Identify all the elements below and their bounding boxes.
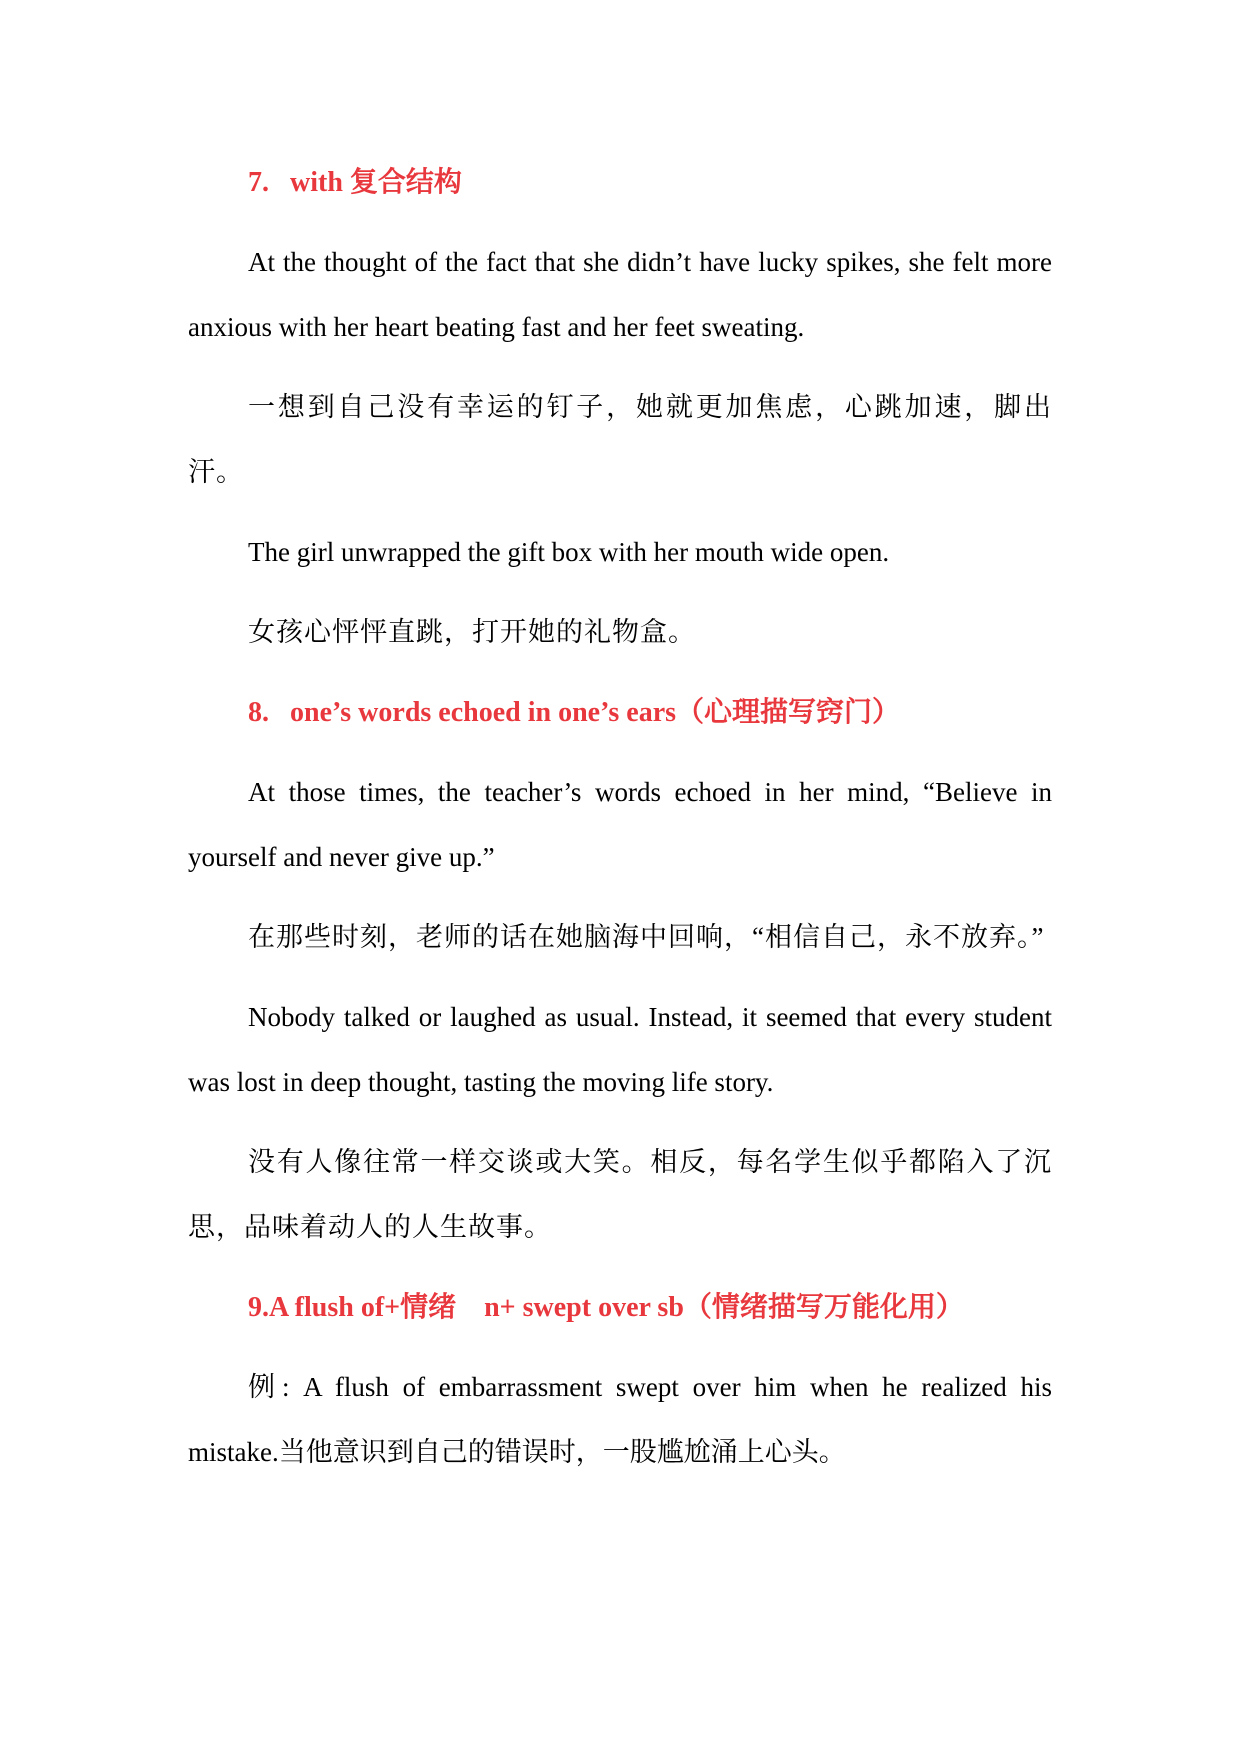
section-9-example-1: 例: A flush of embarrassment swept over him when he realized his mistake.当他意识到自己的错误时，一股尴尬涌上心头。 bbox=[188, 1372, 1052, 1467]
section-9-heading: 9.A flush of+情绪 n+ swept over sb（情绪描写万能化用） bbox=[248, 1292, 964, 1323]
spacer bbox=[188, 665, 1052, 680]
section-7-example-2-en: The girl unwrapped the gift box with her mouth wide open. bbox=[248, 537, 890, 567]
section-7-example-1-cn: 一想到自己没有幸运的钉子，她就更加焦虑，心跳加速，脚出汗。 bbox=[188, 392, 1052, 487]
spacer bbox=[188, 585, 1052, 600]
spacer bbox=[188, 1115, 1052, 1130]
document-content bbox=[188, 150, 1052, 1485]
section-8-example-2-en: Nobody talked or laughed as usual. Instead, it seemed that every student was lost in deep thought, tasting the moving life story. bbox=[188, 1002, 1052, 1097]
spacer bbox=[188, 505, 1052, 520]
section-7-example-1-en: At the thought of the fact that she didn’t have lucky spikes, she felt more anxious with her heart beating fast and her feet sweating. bbox=[188, 247, 1052, 342]
spacer bbox=[188, 215, 1052, 230]
section-8-example-2-cn: 没有人像往常一样交谈或大笑。相反，每名学生似乎都陷入了沉思，品味着动人的人生故事。 bbox=[188, 1147, 1052, 1242]
spacer bbox=[188, 360, 1052, 375]
spacer bbox=[188, 745, 1052, 760]
spacer bbox=[188, 970, 1052, 985]
spacer bbox=[188, 890, 1052, 905]
spacer bbox=[188, 1340, 1052, 1355]
section-8-heading: 8. one’s words echoed in one’s ears（心理描写窍门） bbox=[248, 697, 901, 728]
section-7-example-2-cn: 女孩心怦怦直跳，打开她的礼物盒。 bbox=[248, 617, 696, 647]
section-7-heading: 7. with 复合结构 bbox=[248, 167, 462, 198]
section-8-example-1-cn: 在那些时刻，老师的话在她脑海中回响，“相信自己，永不放弃。” bbox=[248, 922, 1045, 952]
section-8-example-1-en: At those times, the teacher’s words echoed in her mind, “Believe in yourself and never give up.” bbox=[188, 777, 1052, 872]
spacer bbox=[188, 1260, 1052, 1275]
